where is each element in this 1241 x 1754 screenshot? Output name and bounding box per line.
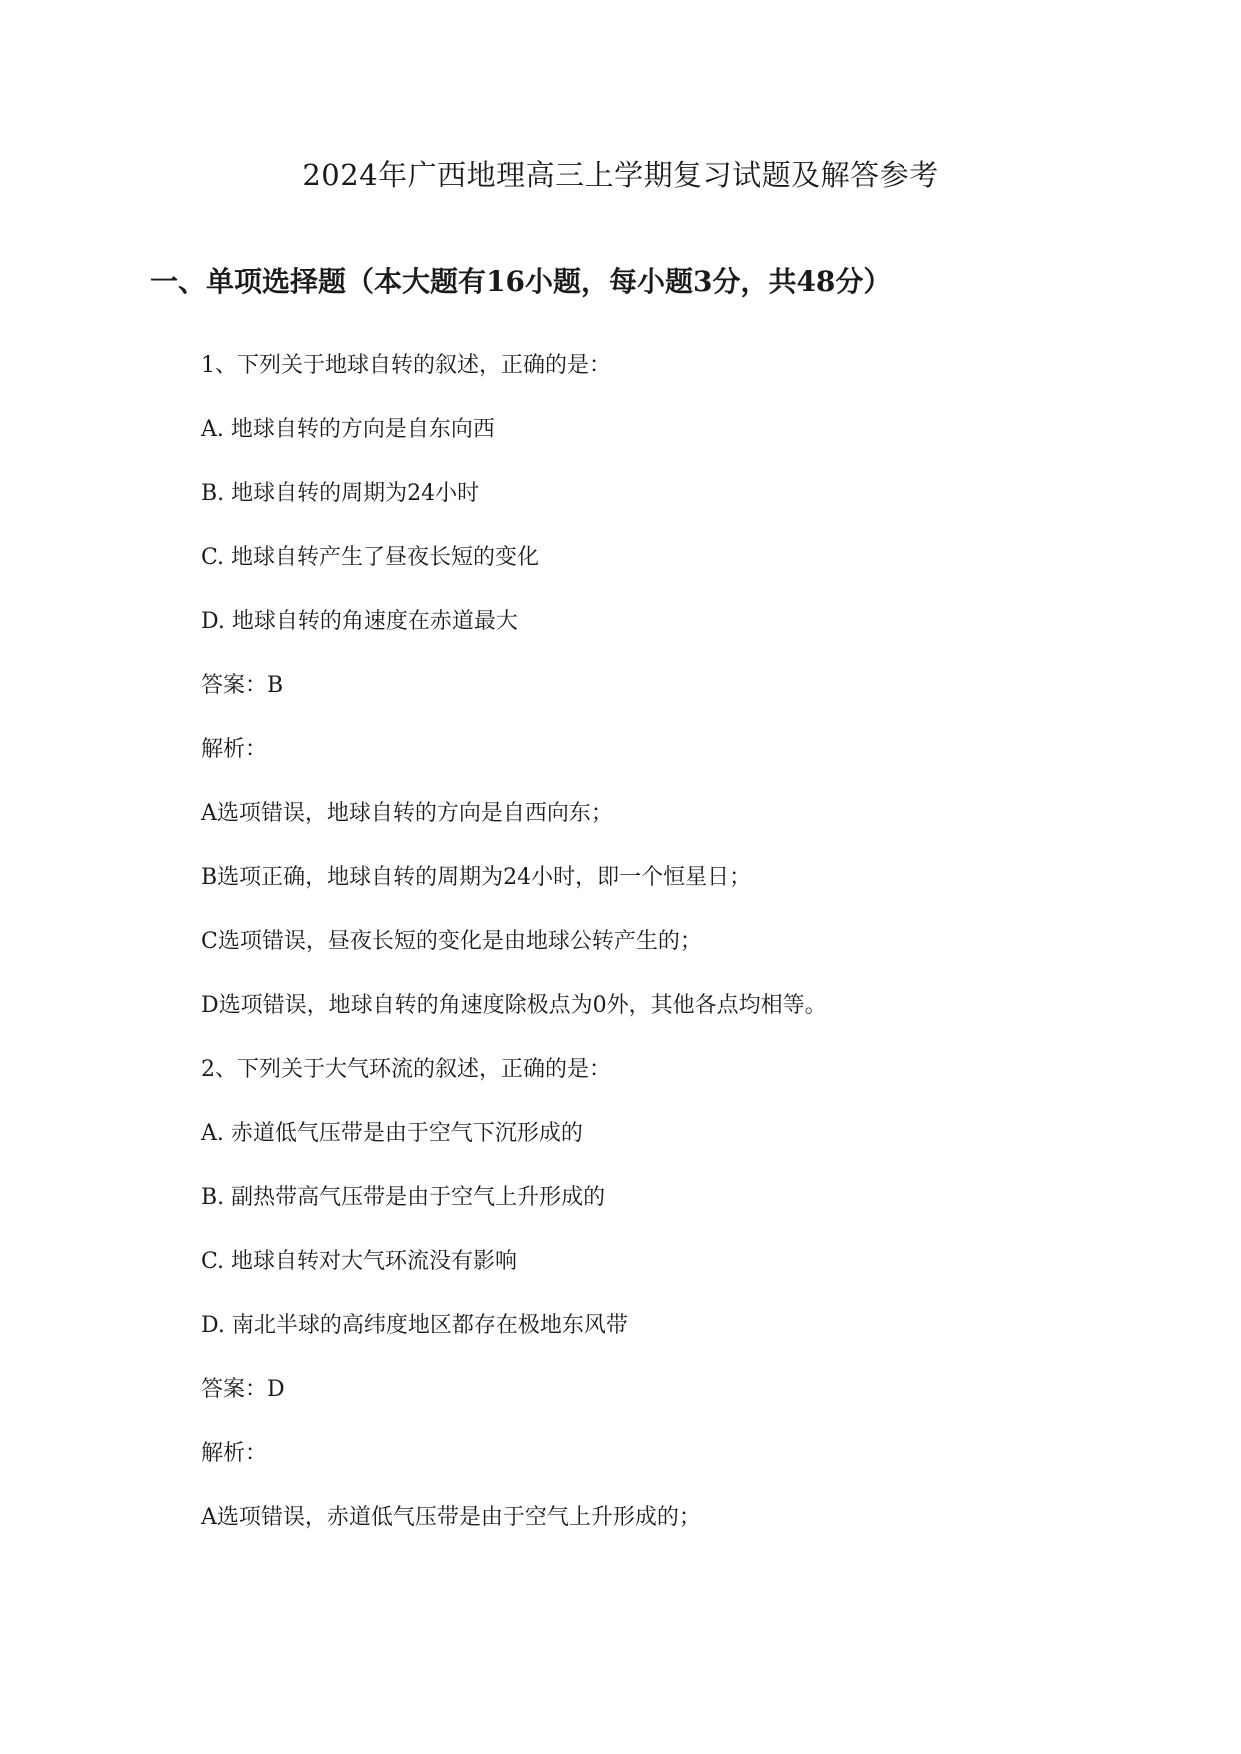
question-stem: 1、下列关于地球自转的叙述，正确的是： (201, 353, 611, 378)
answer: 答案：B (201, 673, 284, 698)
option-a: A. 赤道低气压带是由于空气下沉形成的 (201, 1121, 583, 1146)
analysis-line: D选项错误，地球自转的角速度除极点为0外，其他各点均相等。 (201, 993, 827, 1018)
question-stem: 2、下列关于大气环流的叙述，正确的是： (201, 1057, 611, 1082)
section-heading: 一、单项选择题（本大题有16小题，每小题3分，共48分） (150, 265, 892, 298)
option-c: C. 地球自转产生了昼夜长短的变化 (201, 545, 540, 570)
analysis-line: C选项错误，昼夜长短的变化是由地球公转产生的； (201, 929, 702, 954)
analysis-line: A选项错误，地球自转的方向是自西向东； (201, 801, 613, 826)
option-d: D. 南北半球的高纬度地区都存在极地东风带 (201, 1313, 628, 1338)
analysis-line: B选项正确，地球自转的周期为24小时，即一个恒星日； (201, 865, 752, 890)
analysis-label: 解析： (201, 737, 268, 762)
answer: 答案：D (201, 1377, 285, 1402)
option-b: B. 地球自转的周期为24小时 (201, 481, 480, 506)
option-b: B. 副热带高气压带是由于空气上升形成的 (201, 1185, 606, 1210)
document-title: 2024年广西地理高三上学期复习试题及解答参考 (302, 158, 939, 192)
option-c: C. 地球自转对大气环流没有影响 (201, 1249, 518, 1274)
analysis-label: 解析： (201, 1441, 268, 1466)
analysis-line: A选项错误，赤道低气压带是由于空气上升形成的； (201, 1505, 701, 1530)
option-d: D. 地球自转的角速度在赤道最大 (201, 609, 518, 634)
option-a: A. 地球自转的方向是自东向西 (201, 417, 495, 442)
